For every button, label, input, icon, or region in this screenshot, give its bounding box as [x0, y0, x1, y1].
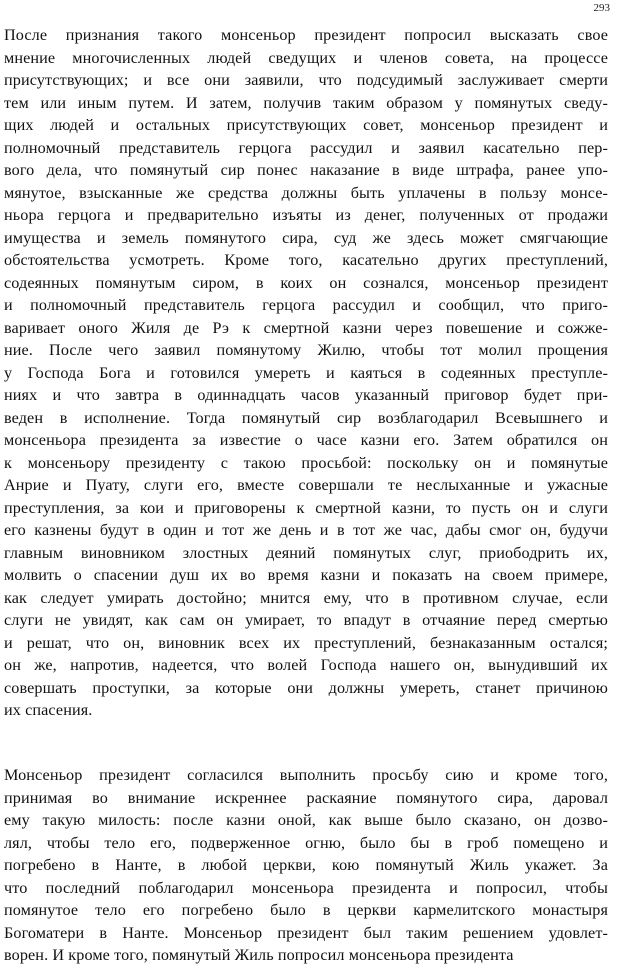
text-line: и полномочный представитель герцога рассудил и сообщил, что приго- — [4, 296, 608, 314]
text-line: у Господа Бога и готовился умереть и каяться в содеянных преступле- — [4, 363, 608, 382]
text-line: присутствующих; и все они заявили, что подсудимый заслуживает смерти — [4, 71, 608, 89]
text-line: Анрие и Пуату, слуги его, вместе совершали те неслыханные и ужасные — [4, 476, 608, 494]
text-line: варивает оного Жиля де Рэ к смертной казни через повешение и сожже- — [4, 318, 608, 337]
text-line: мнение многочисленных людей сведущих и членов совета, на процессе — [4, 48, 608, 67]
text-line: что последний поблагодарил монсеньора президента и попросил, чтобы — [4, 878, 608, 897]
text-line: вого дела, что помянутый сир понес наказание в виде штрафа, ранее упо- — [4, 161, 608, 179]
text-line: ниях и что завтра в одиннадцать часов указанный приговор будет при- — [4, 386, 608, 404]
text-line: мянутое, взысканные же средства должны быть уплачены в пользу монсе- — [4, 183, 608, 202]
text-line: принимая во внимание искреннее раскаяние помянутого сира, даровал — [4, 788, 608, 807]
text-line: совершать проступки, за которые они должны умереть, станет причиною — [4, 678, 608, 697]
text-line: слуги не увидят, как сам он умирает, то впадут в отчаяние перед смертью — [4, 611, 608, 629]
text-line: погребено в Нанте, в любой церкви, кою помянутый Жиль укажет. За — [4, 856, 608, 874]
text-line: его казнены будут в один и тот же день и в тот же час, дабы смог он, будучи — [4, 521, 608, 539]
text-line: Монсеньор президент согласился выполнить просьбу сию и кроме того, — [4, 766, 608, 784]
text-line: монсеньора президента за известие о часе казни его. Затем обратился он — [4, 431, 608, 449]
text-line: главным виновником злостных деяний помянутых слуг, приободрить их, — [4, 543, 608, 562]
text-line: ворен. И кроме того, помянутый Жиль попросил монсеньора президента — [4, 946, 514, 964]
text-line: как следует умирать достойно; мнится ему, что в противном случае, если — [4, 588, 608, 607]
text-line: обстоятельства усмотреть. Кроме того, касательно других преступлений, — [4, 251, 608, 269]
text-line: ние. После чего заявил помянутому Жилю, чтобы тот молил прощения — [4, 341, 608, 359]
text-line: тем или иным путем. И затем, получив таким образом у помянутых сведу- — [4, 93, 608, 112]
text-line: содеянных помянутым сиром, в коих он сознался, монсеньор президент — [4, 273, 608, 292]
text-line: щих людей и остальных присутствующих совет, монсеньор президент и — [4, 116, 608, 134]
text-line: и решат, что он, виновник всех их преступлений, безнаказанным остался; — [4, 633, 608, 652]
page-number: 293 — [593, 2, 610, 14]
text-line: преступления, за кои и приговорены к смертной казни, то пусть он и слуги — [4, 498, 608, 517]
text-line: имущества и земель помянутого сира, суд же здесь может смягчающие — [4, 228, 608, 247]
text-line: их спасения. — [4, 701, 93, 719]
text-line: полномочный представитель герцога рассудил и заявил касательно пер- — [4, 138, 608, 157]
text-line: веден в исполнение. Тогда помянутый сир возблагодарил Всевышнего и — [4, 408, 608, 427]
paragraph-2 — [4, 764, 608, 967]
text-line: лял, чтобы тело его, подверженное огню, было бы в гроб помещено и — [4, 833, 608, 852]
text-line: ньора герцога и предварительно изъяты из денег, полученных от продажи — [4, 206, 608, 224]
paragraph-1 — [4, 24, 608, 722]
text-line: После признания такого монсеньор президент попросил высказать свое — [4, 26, 608, 44]
text-line: помянутое тело его погребено было в церкви кармелитского монастыря — [4, 901, 608, 919]
text-line: он же, напротив, надеется, что волей Господа нашего он, вынудивший их — [4, 656, 608, 674]
text-line: Богоматери в Нанте. Монсеньор президент был таким решением удовлет- — [4, 923, 608, 942]
text-line: ему такую милость: после казни оной, как выше было сказано, он дозво- — [4, 811, 608, 829]
text-line: к монсеньору президенту с такою просьбой: поскольку он и помянутые — [4, 453, 608, 472]
text-line: молвить о спасении душ их во время казни и показать на своем примере, — [4, 566, 608, 584]
